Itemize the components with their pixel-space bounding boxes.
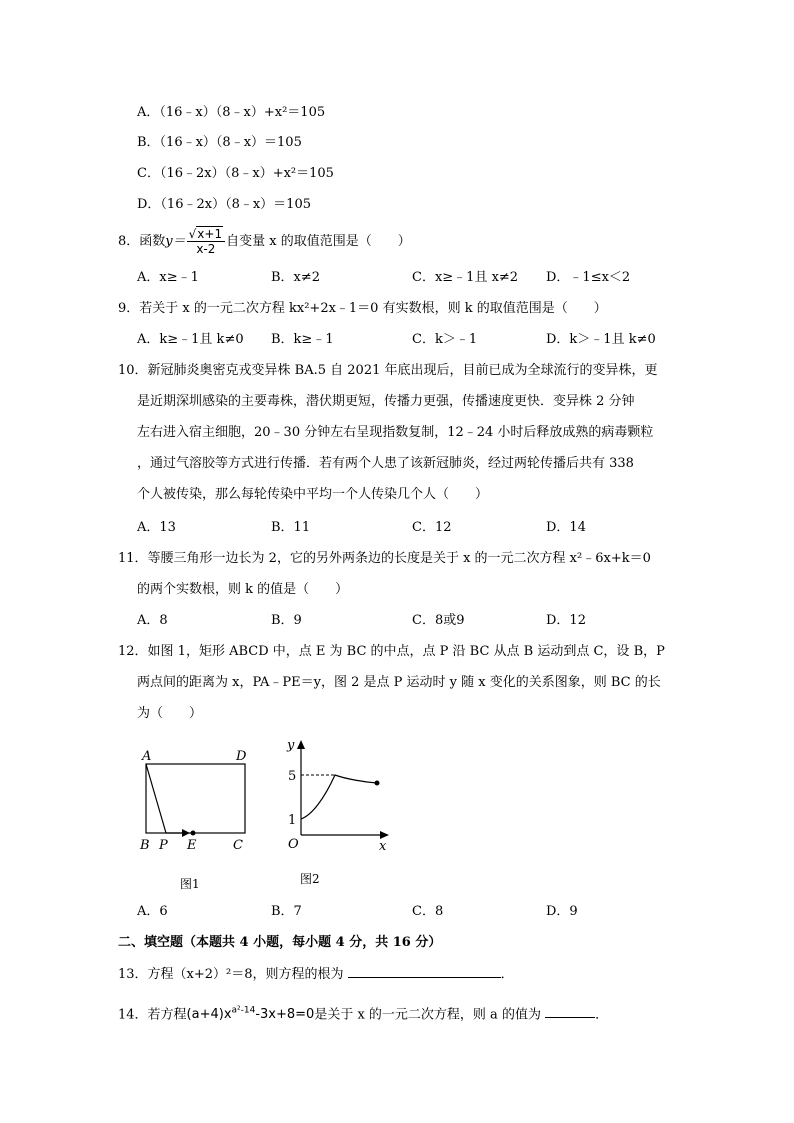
segment-ap [146, 764, 166, 833]
q13-answer-blank[interactable] [348, 965, 501, 978]
q10-line-3: 左右进入宿主细胞，20﹣30 分钟左右呈现指数复制，12﹣24 小时后释放成熟的病毒颗粒 [137, 425, 654, 440]
label-x: x [379, 839, 387, 854]
tick-1: 1 [288, 813, 297, 828]
q13-end: ． [500, 967, 514, 982]
q12-figure-1 [132, 745, 262, 895]
q14-end: ． [595, 1007, 609, 1023]
q9-stem: 9．若关于 x 的一元二次方程 kx²+2x﹣1＝0 有实数根，则 k 的取值范围是（ ） [118, 301, 607, 316]
q9-option-d: D．k＞﹣1且 k≠0 [546, 332, 656, 347]
q11-line-1: 11．等腰三角形一边长为 2，它的另外两条边的长度是关于 x 的一元二次方程 x²﹣6x+k＝0 [118, 551, 651, 566]
figure-1-caption: 图1 [180, 877, 200, 891]
q8-option-a: A．x≥﹣1 [137, 270, 199, 285]
q9-option-c: C．k＞﹣1 [412, 332, 478, 347]
q10-option-b: B．11 [271, 520, 311, 535]
q8-root-sign: √ [188, 227, 197, 241]
q14-eq-tail: -3x+8=0 [255, 1007, 315, 1023]
label-a: A [142, 749, 152, 764]
label-p: P [159, 838, 168, 853]
q13-stem [118, 965, 514, 984]
q8-numerator [187, 227, 225, 242]
q11-option-c: C．8或9 [412, 613, 465, 628]
curve-endpoint [375, 781, 380, 786]
q12-line-1: 12．如图 1，矩形 ABCD 中，点 E 为 BC 的中点，点 P 沿 BC 从点 B 运动到点 C，设 B，P [118, 644, 665, 659]
q12-figure-2 [280, 735, 395, 895]
graph-curve [301, 775, 377, 819]
q7-option-d: D．（16﹣2x）（8﹣x）＝105 [137, 197, 311, 212]
q13-text: 13．方程（x+2）²＝8，则方程的根为 [118, 967, 344, 982]
q8-y-eq: y＝ [165, 234, 186, 249]
q12-option-c: C．8 [412, 904, 444, 919]
q11-option-d: D．12 [546, 613, 586, 628]
label-b: B [140, 838, 150, 853]
q11-option-a: A．8 [137, 613, 168, 628]
q10-line-5: 个人被传染，那么每轮传染中平均一个人传染几个人（ ） [137, 487, 489, 502]
q12-option-a: A．6 [137, 904, 168, 919]
q8-option-b: B．x≠2 [271, 270, 321, 285]
q7-option-c: C．（16﹣2x）（8﹣x）+x²＝105 [137, 166, 334, 181]
q11-option-b: B．9 [271, 613, 302, 628]
q14-eq-exponent: a²-14 [231, 1006, 256, 1016]
rectangle-abcd [146, 764, 245, 833]
q10-line-1: 10．新冠肺炎奥密克戎变异株 BA.5 自 2021 年底出现后，目前已成为全球流行的变异株，更 [118, 363, 658, 378]
q11-line-2: 的两个实数根，则 k 的值是（ ） [137, 582, 349, 597]
label-y: y [287, 738, 295, 753]
label-d: D [236, 749, 247, 764]
label-e: E [187, 838, 197, 853]
q10-option-c: C．12 [412, 520, 452, 535]
q8-stem [118, 224, 411, 260]
q9-option-a: A．k≥﹣1且 k≠0 [137, 332, 244, 347]
q10-option-a: A．13 [137, 520, 176, 535]
x-axis-arrow [380, 831, 389, 839]
q7-option-a: A．（16﹣x）（8﹣x）+x²＝105 [137, 105, 326, 120]
q8-denominator: x-2 [196, 242, 216, 256]
q12-line-2: 两点间的距离为 x，PA﹣PE＝y，图 2 是点 P 运动时 y 随 x 变化的关系图象，则 BC 的长 [137, 675, 661, 690]
q10-line-4: ，通过气溶胶等方式进行传播．若有两个人患了该新冠肺炎，经过两轮传播后共有 338 [137, 456, 634, 471]
q14-eq-base: (a+4)x [186, 1007, 232, 1023]
q14-answer-blank[interactable] [545, 1005, 595, 1018]
q12-option-d: D．9 [546, 904, 578, 919]
q8-suffix: 自变量 x 的取值范围是（ ） [226, 234, 411, 249]
q9-option-b: B．k≥﹣1 [271, 332, 334, 347]
q12-line-3: 为（ ） [137, 706, 203, 721]
q8-prefix: 8．函数 [118, 234, 166, 249]
q14-stem [118, 998, 608, 1028]
q8-root-body: x+1 [197, 227, 223, 241]
q12-option-b: B．7 [271, 904, 302, 919]
section-2-title: 二、填空题（本题共 4 小题，每小题 4 分，共 16 分） [118, 935, 442, 950]
q8-option-d: D．﹣1≤x＜2 [546, 270, 631, 285]
label-c: C [233, 838, 243, 853]
tick-5: 5 [288, 769, 297, 784]
q8-fraction [187, 227, 225, 256]
q8-option-c: C．x≥﹣1且 x≠2 [412, 270, 519, 285]
q14-equation [187, 1007, 315, 1022]
q7-option-b: B．（16﹣x）（8﹣x）＝105 [137, 135, 302, 150]
figure-2-caption: 图2 [300, 872, 320, 886]
q10-option-d: D．14 [546, 520, 586, 535]
label-o: O [288, 837, 299, 852]
y-axis-arrow [297, 740, 305, 749]
point-e [191, 831, 196, 836]
q14-suffix: 是关于 x 的一元二次方程，则 a 的值为 [314, 1007, 541, 1023]
q14-prefix: 14．若方程 [118, 1007, 187, 1023]
arrow-head [182, 829, 190, 837]
q10-line-2: 是近期深圳感染的主要毒株，潜伏期更短，传播力更强，传播速度更快．变异株 2 分钟 [137, 394, 635, 409]
